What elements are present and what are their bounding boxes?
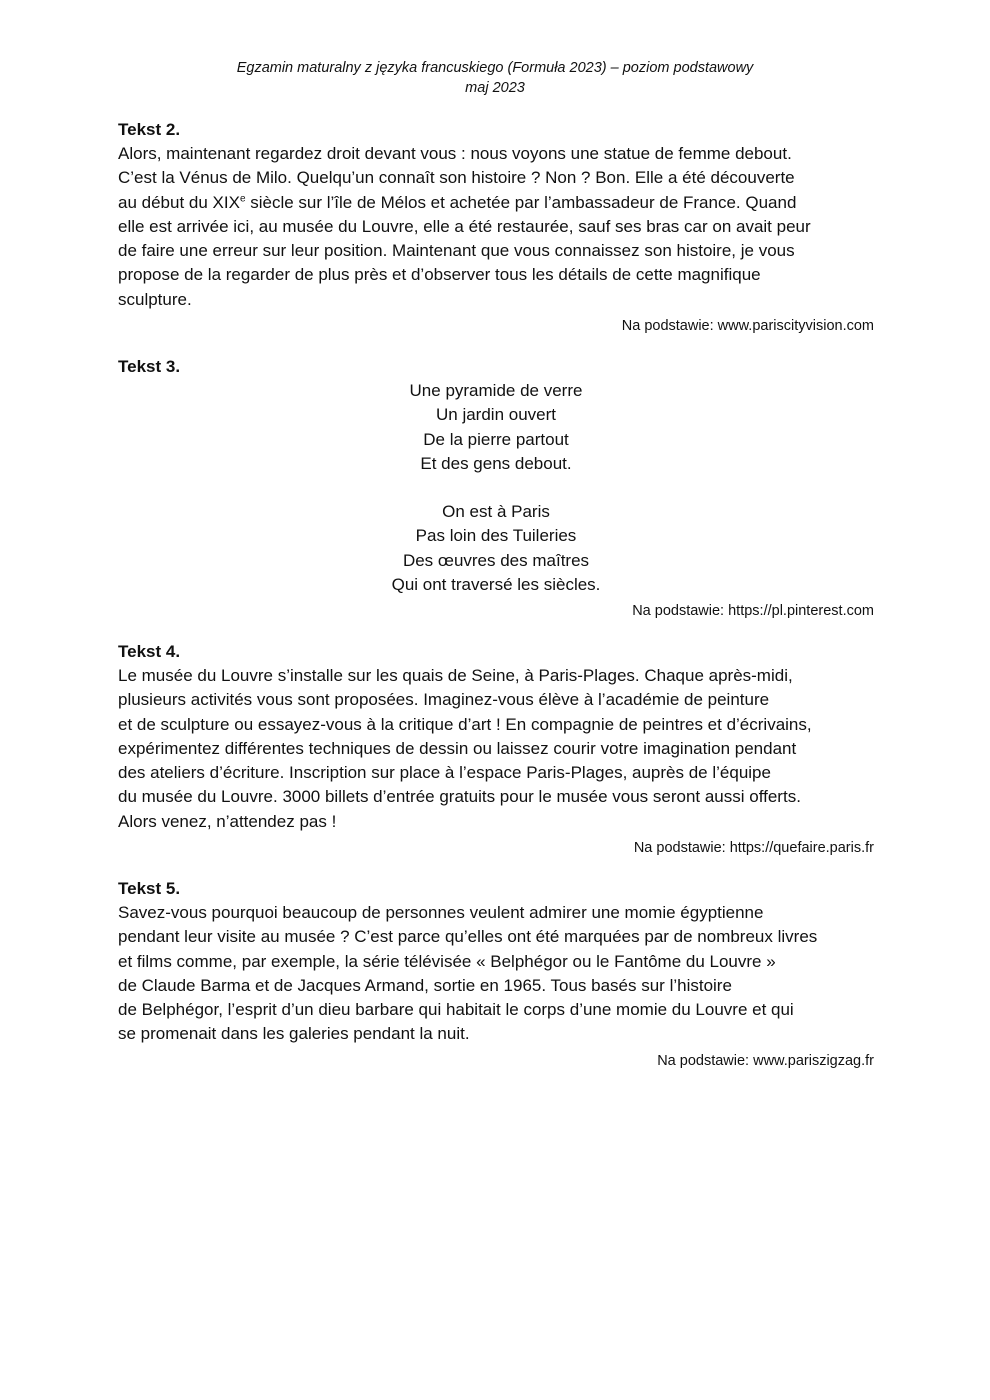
text-2-body-part1: Alors, maintenant regardez droit devant vous : nous voyons une statue de femme debout. C’est la Vénus de Milo. Quelqu’un connaît son histoire ? Non ? Bon. Elle a été découverte au début du XIX: [118, 144, 795, 212]
exam-date: maj 2023: [465, 80, 525, 96]
poem-verse: Une pyramide de verre: [409, 381, 583, 400]
text-2-section: [118, 118, 874, 336]
text-2-source: Na podstawie: www.pariscityvision.com: [621, 318, 874, 335]
text-4-source: Na podstawie: https://quefaire.paris.fr: [633, 840, 874, 857]
exam-title: Egzamin maturalny z języka francuskiego (Formuła 2023) – poziom podstawowy: [236, 60, 754, 76]
page-header: [0, 58, 990, 98]
poem: [118, 379, 874, 597]
poem-verse: On est à Paris: [442, 502, 550, 522]
poem-verse: De la pierre partout: [423, 429, 569, 449]
text-3-heading: Tekst 3.: [118, 357, 181, 376]
text-4-section: [118, 640, 874, 858]
text-4-heading: Tekst 4.: [118, 642, 181, 661]
text-2-body-part2: siècle sur l’île de Mélos et achetée par l’ambassadeur de France. Quand elle est arrivée ici, au musée du Louvre, elle a été restaurée, sauf ses bras car on avait peur de faire une erreur sur leur position. Maintenant que vous connaissez son histoire, je vous propose de la regarder de plus près et d’observer tous les détails de cette magnifique sculpture.: [118, 192, 811, 309]
poem-verse: Des œuvres des maîtres: [402, 550, 590, 570]
text-2-heading: Tekst 2.: [118, 120, 181, 139]
poem-verse: Qui ont traversé les siècles.: [391, 575, 601, 595]
poem-stanza-2: [118, 500, 874, 597]
poem-verse: Pas loin des Tuileries: [415, 526, 577, 546]
text-5-heading: Tekst 5.: [118, 879, 181, 898]
poem-verse: Un jardin ouvert: [435, 405, 556, 425]
text-2-body: [118, 142, 874, 312]
text-5-section: [118, 877, 874, 1071]
century-superscript: e: [239, 192, 246, 204]
text-5-source: Na podstawie: www.pariszigzag.fr: [657, 1052, 874, 1069]
text-3-section: [118, 355, 874, 621]
poem-stanza-1: [118, 379, 874, 476]
text-5-body: Savez-vous pourquoi beaucoup de personnes veulent admirer une momie égyptienne pendant leur visite au musée ? C’est parce qu’elles ont été marquées par de nombreux livres et films comme, par exemple, la série télévisée « Belphégor ou le Fantôme du Louvre » de Claude Barma et de Jacques Armand, sortie en 1965. Tous basés sur l’histoire de Belphégor, l’esprit d’un dieu barbare qui habitait le corps d’une momie du Louvre et qui se promenait dans les galeries pendant la nuit.: [118, 903, 818, 1044]
poem-verse: Et des gens debout.: [420, 453, 572, 473]
text-4-body: Le musée du Louvre s’installe sur les quais de Seine, à Paris-Plages. Chaque après-midi, plusieurs activités vous sont proposées. Imaginez-vous élève à l’académie de peinture et de sculpture ou essayez-vous à la critique d’art ! En compagnie de peintres et d’écrivains, expérimentez différentes techniques de dessin ou laissez courir votre imagination pendant des ateliers d’écriture. Inscription sur place à l’espace Paris-Plages, auprès de l’équipe du musée du Louvre. 3000 billets d’entrée gratuits pour le musée vous seront aussi offerts. Alors venez, n’attendez pas !: [118, 666, 812, 831]
text-3-source: Na podstawie: https://pl.pinterest.com: [632, 603, 874, 620]
